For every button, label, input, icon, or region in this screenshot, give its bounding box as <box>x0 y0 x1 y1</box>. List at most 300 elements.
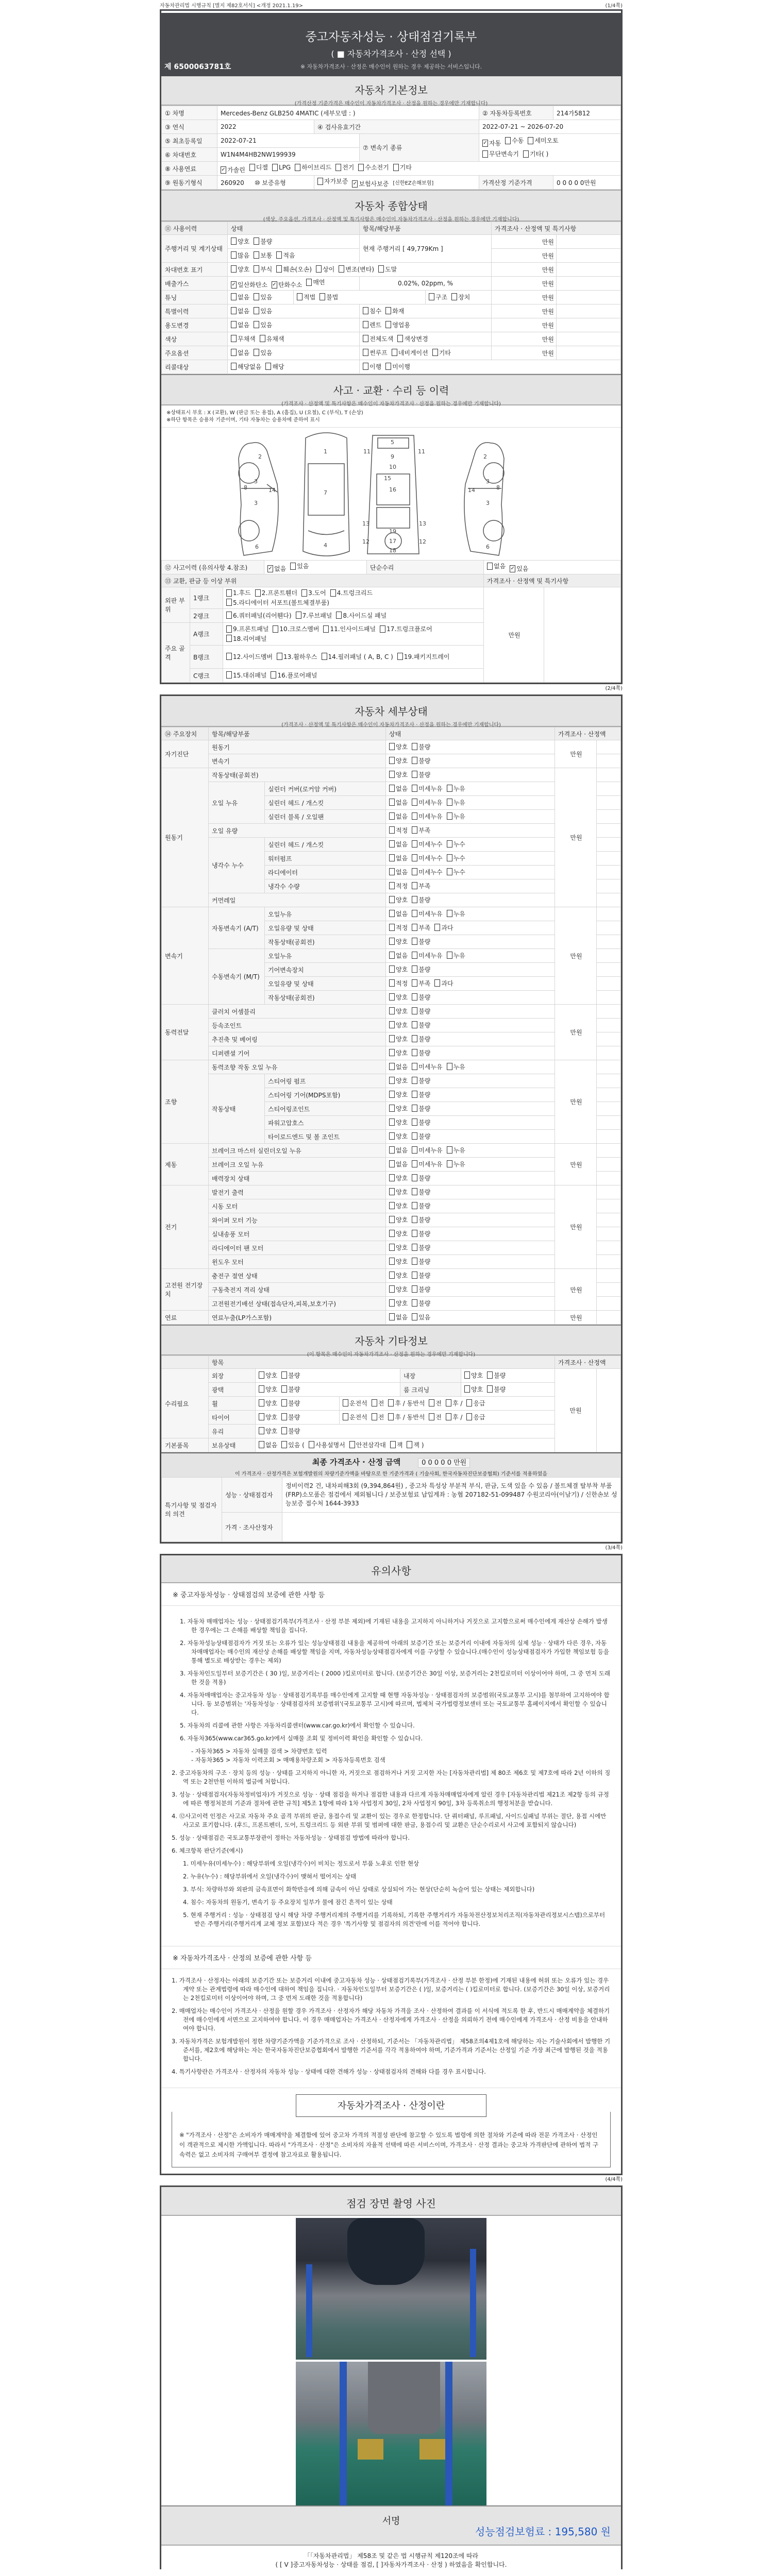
checkbox-option[interactable] <box>363 362 381 371</box>
checkbox-icon[interactable] <box>259 1371 264 1379</box>
checkbox-icon[interactable] <box>277 653 282 660</box>
checkbox-option[interactable] <box>276 265 312 274</box>
checkbox-option[interactable] <box>389 798 408 807</box>
checkbox-option[interactable] <box>446 1399 462 1408</box>
checkbox-option[interactable] <box>412 798 442 807</box>
checkbox-icon[interactable] <box>447 785 452 792</box>
checkbox-icon[interactable] <box>389 1313 395 1320</box>
checkbox-option[interactable] <box>281 1399 300 1408</box>
checkbox-icon[interactable] <box>389 826 395 834</box>
checkbox-icon[interactable] <box>505 137 511 144</box>
checkbox-icon[interactable] <box>255 589 261 597</box>
checkbox-icon[interactable] <box>429 293 434 300</box>
checkbox-icon[interactable] <box>281 1427 287 1434</box>
checkbox-option[interactable] <box>271 671 317 680</box>
checkbox-icon[interactable] <box>412 965 417 973</box>
checkbox-option[interactable] <box>231 307 249 315</box>
checkbox-option[interactable] <box>412 895 430 904</box>
checkbox-icon[interactable] <box>412 1202 417 1209</box>
checkbox-icon[interactable] <box>281 1385 287 1393</box>
checkbox-icon[interactable] <box>297 293 303 300</box>
checkbox-option[interactable] <box>389 1104 408 1113</box>
checkbox-option[interactable] <box>412 1062 442 1071</box>
price-input[interactable] <box>597 991 621 1005</box>
checked-box-icon[interactable]: ✓ <box>352 180 358 187</box>
price-input[interactable] <box>597 963 621 977</box>
checkbox-icon[interactable] <box>466 1399 472 1406</box>
checkbox-option[interactable] <box>389 1007 408 1015</box>
checkbox-icon[interactable] <box>231 238 237 245</box>
checkbox-icon[interactable] <box>389 910 395 917</box>
checkbox-icon[interactable] <box>447 1146 452 1154</box>
checkbox-icon[interactable] <box>412 1188 417 1195</box>
checkbox-option[interactable] <box>385 362 410 371</box>
checkbox-option[interactable] <box>434 979 453 988</box>
checkbox-icon[interactable] <box>254 321 259 328</box>
checkbox-icon[interactable] <box>412 785 417 792</box>
checkbox-icon[interactable] <box>397 335 403 342</box>
checkbox-icon[interactable] <box>231 349 237 356</box>
price-input[interactable] <box>597 935 621 949</box>
price-input[interactable] <box>597 1172 621 1185</box>
checkbox-icon[interactable] <box>343 1399 348 1406</box>
checkbox-option[interactable] <box>372 1413 384 1421</box>
price-input[interactable] <box>597 1060 621 1074</box>
checkbox-icon[interactable] <box>429 1399 434 1406</box>
checkbox-option[interactable] <box>389 826 408 835</box>
checkbox-option[interactable] <box>259 1427 277 1435</box>
price-input[interactable] <box>597 949 621 963</box>
checkbox-option[interactable] <box>412 1160 442 1168</box>
checkbox-option[interactable] <box>389 909 408 918</box>
checkbox-icon[interactable] <box>231 251 237 259</box>
checkbox-icon[interactable] <box>322 653 327 660</box>
checkbox-option[interactable] <box>281 1385 300 1394</box>
checkbox-icon[interactable] <box>265 363 271 370</box>
checkbox-icon[interactable] <box>389 757 395 764</box>
price-input[interactable] <box>597 810 621 824</box>
checkbox-icon[interactable] <box>389 1216 395 1223</box>
checkbox-icon[interactable] <box>412 840 417 848</box>
checkbox-option[interactable] <box>336 611 386 620</box>
checkbox-icon[interactable] <box>231 321 237 328</box>
checkbox-option[interactable] <box>339 265 374 274</box>
checkbox-icon[interactable] <box>349 1441 355 1448</box>
checkbox-icon[interactable] <box>295 164 300 171</box>
checkbox-option[interactable] <box>388 1413 425 1421</box>
checkbox-icon[interactable] <box>412 910 417 917</box>
price-input[interactable] <box>597 921 621 935</box>
checkbox-option[interactable] <box>389 784 408 793</box>
checkbox-icon[interactable] <box>412 1091 417 1098</box>
checkbox-icon[interactable] <box>389 1188 395 1195</box>
checkbox-icon[interactable] <box>259 1427 264 1434</box>
checkbox-icon[interactable] <box>254 238 259 245</box>
checkbox-icon[interactable] <box>392 349 397 356</box>
checkbox-option[interactable] <box>466 1399 485 1408</box>
checkbox-option[interactable] <box>389 1090 408 1099</box>
checkbox-icon[interactable] <box>412 1230 417 1237</box>
checkbox-icon[interactable] <box>412 1035 417 1042</box>
checkbox-icon[interactable] <box>389 1007 395 1014</box>
checkbox-option[interactable] <box>231 293 249 301</box>
checkbox-option[interactable] <box>397 652 450 661</box>
checkbox-icon[interactable] <box>231 307 237 314</box>
checkbox-option[interactable] <box>389 1076 408 1085</box>
checkbox-icon[interactable] <box>528 137 533 144</box>
checkbox-icon[interactable] <box>412 1216 417 1223</box>
checkbox-option[interactable] <box>254 293 272 301</box>
checkbox-option[interactable] <box>316 265 334 274</box>
checkbox-icon[interactable] <box>412 854 417 861</box>
checkbox-icon[interactable] <box>260 335 265 342</box>
checkbox-icon[interactable] <box>389 979 395 987</box>
checkbox-option[interactable] <box>389 1201 408 1210</box>
checkbox-option[interactable] <box>389 937 408 946</box>
checkbox-icon[interactable] <box>432 349 438 356</box>
checkbox-icon[interactable] <box>271 671 276 679</box>
checkbox-icon[interactable] <box>412 979 417 987</box>
checkbox-icon[interactable] <box>389 1160 395 1167</box>
checkbox-option[interactable] <box>412 1285 430 1294</box>
price-input[interactable] <box>597 1088 621 1102</box>
checkbox-icon[interactable] <box>385 321 391 328</box>
checkbox-icon[interactable] <box>389 1174 395 1181</box>
checkbox-option[interactable] <box>265 362 284 371</box>
checkbox-option[interactable] <box>231 265 249 274</box>
checkbox-option[interactable] <box>429 1399 442 1408</box>
checkbox-option[interactable] <box>389 1062 408 1071</box>
checkbox-option[interactable] <box>273 624 319 633</box>
checkbox-option[interactable] <box>528 136 558 145</box>
checkbox-option[interactable] <box>432 348 451 357</box>
price-input[interactable] <box>597 879 621 893</box>
checkbox-icon[interactable] <box>412 1299 417 1307</box>
checkbox-option[interactable] <box>231 334 256 343</box>
checkbox-option[interactable] <box>412 1215 430 1224</box>
checkbox-option[interactable] <box>297 293 315 301</box>
checkbox-option[interactable] <box>221 165 245 174</box>
checkbox-option[interactable] <box>389 1313 408 1321</box>
checkbox-icon[interactable] <box>363 307 368 314</box>
checkbox-option[interactable] <box>412 965 430 974</box>
checkbox-icon[interactable] <box>320 293 325 300</box>
checkbox-option[interactable] <box>412 854 442 862</box>
checkbox-option[interactable] <box>309 1440 345 1449</box>
price-input[interactable] <box>597 1046 621 1060</box>
checkbox-option[interactable] <box>412 1104 430 1113</box>
checkbox-option[interactable] <box>389 1146 408 1155</box>
checkbox-icon[interactable] <box>412 1118 417 1126</box>
checkbox-option[interactable] <box>290 562 309 570</box>
checkbox-icon[interactable] <box>316 265 322 273</box>
checkbox-option[interactable] <box>281 1440 305 1449</box>
price-input[interactable] <box>597 907 621 921</box>
checkbox-icon[interactable] <box>231 335 237 342</box>
checkbox-icon[interactable] <box>388 1399 394 1406</box>
checkbox-icon[interactable] <box>389 1049 395 1056</box>
price-input[interactable] <box>597 1130 621 1144</box>
checkbox-option[interactable] <box>226 634 266 643</box>
checkbox-icon[interactable] <box>226 589 232 597</box>
checkbox-icon[interactable] <box>385 307 391 314</box>
checkbox-icon[interactable] <box>254 349 259 356</box>
checkbox-option[interactable] <box>389 1243 408 1252</box>
checkbox-option[interactable] <box>447 1160 465 1168</box>
checked-box-icon[interactable]: ✓ <box>483 140 488 146</box>
checkbox-icon[interactable] <box>487 1385 493 1393</box>
checkbox-option[interactable] <box>412 742 430 751</box>
checked-box-icon[interactable]: ✓ <box>268 565 273 571</box>
checkbox-icon[interactable] <box>393 164 399 171</box>
checkbox-option[interactable] <box>389 770 408 779</box>
checkbox-icon[interactable] <box>276 265 282 273</box>
checkbox-icon[interactable] <box>389 1035 395 1042</box>
checkbox-icon[interactable] <box>226 612 232 619</box>
checkbox-icon[interactable] <box>389 1202 395 1209</box>
checkbox-option[interactable] <box>226 652 273 661</box>
checkbox-option[interactable] <box>412 1229 430 1238</box>
checkbox-icon[interactable] <box>259 1413 264 1420</box>
checkbox-option[interactable] <box>226 624 268 633</box>
checkbox-option[interactable] <box>389 742 408 751</box>
checkbox-option[interactable] <box>412 909 442 918</box>
checkbox-option[interactable] <box>464 1371 483 1380</box>
checkbox-icon[interactable] <box>389 896 395 903</box>
checkbox-icon[interactable] <box>389 1258 395 1265</box>
price-input[interactable] <box>597 1255 621 1269</box>
checkbox-option[interactable] <box>412 756 430 765</box>
checkbox-option[interactable] <box>412 1118 430 1127</box>
checkbox-option[interactable] <box>389 840 408 849</box>
checkbox-option[interactable] <box>226 588 251 597</box>
checkbox-icon[interactable] <box>407 1441 412 1448</box>
checkbox-icon[interactable] <box>276 251 282 259</box>
checkbox-icon[interactable] <box>412 1132 417 1140</box>
checkbox-icon[interactable] <box>412 771 417 778</box>
checkbox-option[interactable] <box>317 177 348 185</box>
price-input[interactable] <box>597 866 621 879</box>
checkbox-option[interactable] <box>412 1048 430 1057</box>
checkbox-option[interactable] <box>389 1118 408 1127</box>
checkbox-icon[interactable] <box>412 868 417 875</box>
checked-box-icon[interactable]: ✓ <box>221 166 226 173</box>
checkbox-icon[interactable] <box>389 1063 395 1070</box>
checkbox-option[interactable] <box>389 1132 408 1141</box>
checkbox-option[interactable] <box>388 1399 425 1408</box>
checkbox-option[interactable] <box>358 163 389 172</box>
checkbox-option[interactable] <box>254 237 272 246</box>
checkbox-icon[interactable] <box>389 1077 395 1084</box>
checkbox-option[interactable] <box>389 1035 408 1043</box>
checkbox-icon[interactable] <box>301 589 307 597</box>
checkbox-option[interactable] <box>281 1427 300 1435</box>
checkbox-icon[interactable] <box>389 840 395 848</box>
checkbox-option[interactable] <box>412 1076 430 1085</box>
checkbox-option[interactable] <box>363 307 381 315</box>
checkbox-icon[interactable] <box>273 625 278 633</box>
checkbox-option[interactable] <box>389 1048 408 1057</box>
checkbox-icon[interactable] <box>412 1258 417 1265</box>
checkbox-option[interactable] <box>389 1215 408 1224</box>
checkbox-icon[interactable] <box>272 164 278 171</box>
checkbox-option[interactable] <box>487 1371 506 1380</box>
checkbox-option[interactable] <box>363 348 388 357</box>
checkbox-option[interactable] <box>429 293 447 301</box>
checkbox-option[interactable] <box>389 1229 408 1238</box>
checkbox-option[interactable] <box>412 1271 430 1280</box>
checkbox-option[interactable] <box>412 1313 430 1321</box>
checkbox-option[interactable] <box>407 1440 424 1449</box>
checkbox-option[interactable] <box>412 812 442 821</box>
checkbox-icon[interactable] <box>447 799 452 806</box>
checkbox-icon[interactable] <box>389 882 395 889</box>
checkbox-option[interactable] <box>231 280 267 289</box>
checkbox-icon[interactable] <box>523 150 529 158</box>
checkbox-option[interactable] <box>412 1146 442 1155</box>
price-input[interactable] <box>597 782 621 796</box>
checkbox-option[interactable] <box>389 756 408 765</box>
checkbox-option[interactable] <box>389 895 408 904</box>
checkbox-icon[interactable] <box>412 1160 417 1167</box>
checkbox-option[interactable] <box>389 923 408 932</box>
checkbox-icon[interactable] <box>281 1371 287 1379</box>
checkbox-icon[interactable] <box>254 265 259 273</box>
checkbox-icon[interactable] <box>358 164 364 171</box>
checkbox-icon[interactable] <box>290 563 296 570</box>
price-input[interactable] <box>597 1269 621 1283</box>
checkbox-option[interactable] <box>349 1440 386 1449</box>
checkbox-option[interactable] <box>446 1413 462 1421</box>
checkbox-icon[interactable] <box>363 335 368 342</box>
checkbox-icon[interactable] <box>259 1385 264 1393</box>
checkbox-option[interactable] <box>482 139 501 147</box>
checkbox-icon[interactable] <box>412 1077 417 1084</box>
checkbox-icon[interactable] <box>412 1049 417 1056</box>
checked-box-icon[interactable]: ✓ <box>272 281 277 287</box>
checkbox-icon[interactable] <box>323 625 329 633</box>
checkbox-option[interactable] <box>447 951 465 960</box>
checkbox-icon[interactable] <box>389 965 395 973</box>
price-input[interactable] <box>597 1019 621 1032</box>
checkbox-icon[interactable] <box>254 251 259 259</box>
checkbox-icon[interactable] <box>259 1441 264 1448</box>
price-input[interactable] <box>597 893 621 907</box>
checkbox-option[interactable] <box>412 1007 430 1015</box>
checkbox-option[interactable] <box>231 362 261 371</box>
checkbox-option[interactable] <box>378 265 397 274</box>
checkbox-option[interactable] <box>389 1271 408 1280</box>
price-input[interactable] <box>597 796 621 810</box>
checkbox-icon[interactable] <box>412 1146 417 1154</box>
checkbox-icon[interactable] <box>389 1285 395 1293</box>
checkbox-icon[interactable] <box>412 924 417 931</box>
checkbox-option[interactable] <box>254 265 272 274</box>
checkbox-icon[interactable] <box>389 1146 395 1154</box>
price-input[interactable] <box>597 740 621 754</box>
checkbox-icon[interactable] <box>226 625 232 633</box>
checkbox-icon[interactable] <box>429 1413 434 1420</box>
checkbox-option[interactable] <box>412 937 430 946</box>
checkbox-option[interactable] <box>389 951 408 960</box>
checkbox-option[interactable] <box>323 624 376 633</box>
checkbox-option[interactable] <box>412 1188 430 1196</box>
checkbox-icon[interactable] <box>412 1105 417 1112</box>
checkbox-icon[interactable] <box>335 164 341 171</box>
checkbox-icon[interactable] <box>487 1371 493 1379</box>
checkbox-option[interactable] <box>389 965 408 974</box>
checkbox-option[interactable] <box>389 1160 408 1168</box>
checkbox-icon[interactable] <box>412 757 417 764</box>
checkbox-icon[interactable] <box>226 599 232 606</box>
checkbox-option[interactable] <box>397 334 428 343</box>
checkbox-icon[interactable] <box>385 363 391 370</box>
checkbox-icon[interactable] <box>412 1313 417 1320</box>
checkbox-option[interactable] <box>254 251 272 260</box>
price-input[interactable] <box>597 1185 621 1199</box>
checkbox-option[interactable] <box>301 588 326 597</box>
checkbox-icon[interactable] <box>388 1413 394 1420</box>
checkbox-option[interactable] <box>505 136 524 145</box>
checkbox-icon[interactable] <box>231 265 237 273</box>
checkbox-icon[interactable] <box>389 868 395 875</box>
checkbox-icon[interactable] <box>487 563 493 570</box>
checkbox-option[interactable] <box>277 652 317 661</box>
checkbox-icon[interactable] <box>339 265 344 273</box>
checkbox-icon[interactable] <box>389 743 395 750</box>
price-input[interactable] <box>597 1213 621 1227</box>
checkbox-option[interactable] <box>412 1299 430 1308</box>
checkbox-icon[interactable] <box>330 589 336 597</box>
checkbox-option[interactable] <box>389 1174 408 1182</box>
checkbox-icon[interactable] <box>231 293 237 300</box>
checkbox-icon[interactable] <box>412 1063 417 1070</box>
checkbox-option[interactable] <box>281 1413 300 1421</box>
checkbox-icon[interactable] <box>447 1063 452 1070</box>
checked-box-icon[interactable]: ✓ <box>231 281 236 287</box>
checkbox-option[interactable] <box>254 348 272 357</box>
checkbox-icon[interactable] <box>378 265 384 273</box>
checkbox-option[interactable] <box>447 798 465 807</box>
checkbox-icon[interactable] <box>389 1105 395 1112</box>
checkbox-icon[interactable] <box>447 854 452 861</box>
checkbox-option[interactable] <box>412 993 430 1002</box>
checkbox-option[interactable] <box>254 320 272 329</box>
checkbox-icon[interactable] <box>343 1413 348 1420</box>
checkbox-option[interactable] <box>226 671 266 680</box>
checkbox-icon[interactable] <box>296 612 301 619</box>
checkbox-option[interactable] <box>412 1132 430 1141</box>
checkbox-icon[interactable] <box>389 1272 395 1279</box>
price-input[interactable] <box>597 1199 621 1213</box>
checkbox-icon[interactable] <box>363 363 368 370</box>
price-input[interactable] <box>597 1283 621 1297</box>
checkbox-icon[interactable] <box>309 1441 314 1448</box>
checkbox-icon[interactable] <box>372 1399 377 1406</box>
checkbox-icon[interactable] <box>226 653 232 660</box>
checkbox-option[interactable] <box>343 1413 367 1421</box>
checkbox-icon[interactable] <box>412 812 417 820</box>
checkbox-icon[interactable] <box>412 896 417 903</box>
checkbox-icon[interactable] <box>281 1399 287 1406</box>
checkbox-icon[interactable] <box>389 799 395 806</box>
checkbox-option[interactable] <box>231 348 249 357</box>
checkbox-option[interactable] <box>412 784 442 793</box>
checkbox-option[interactable] <box>393 163 412 172</box>
checkbox-option[interactable] <box>259 1385 277 1394</box>
checkbox-option[interactable] <box>464 1385 483 1394</box>
checkbox-icon[interactable] <box>412 882 417 889</box>
